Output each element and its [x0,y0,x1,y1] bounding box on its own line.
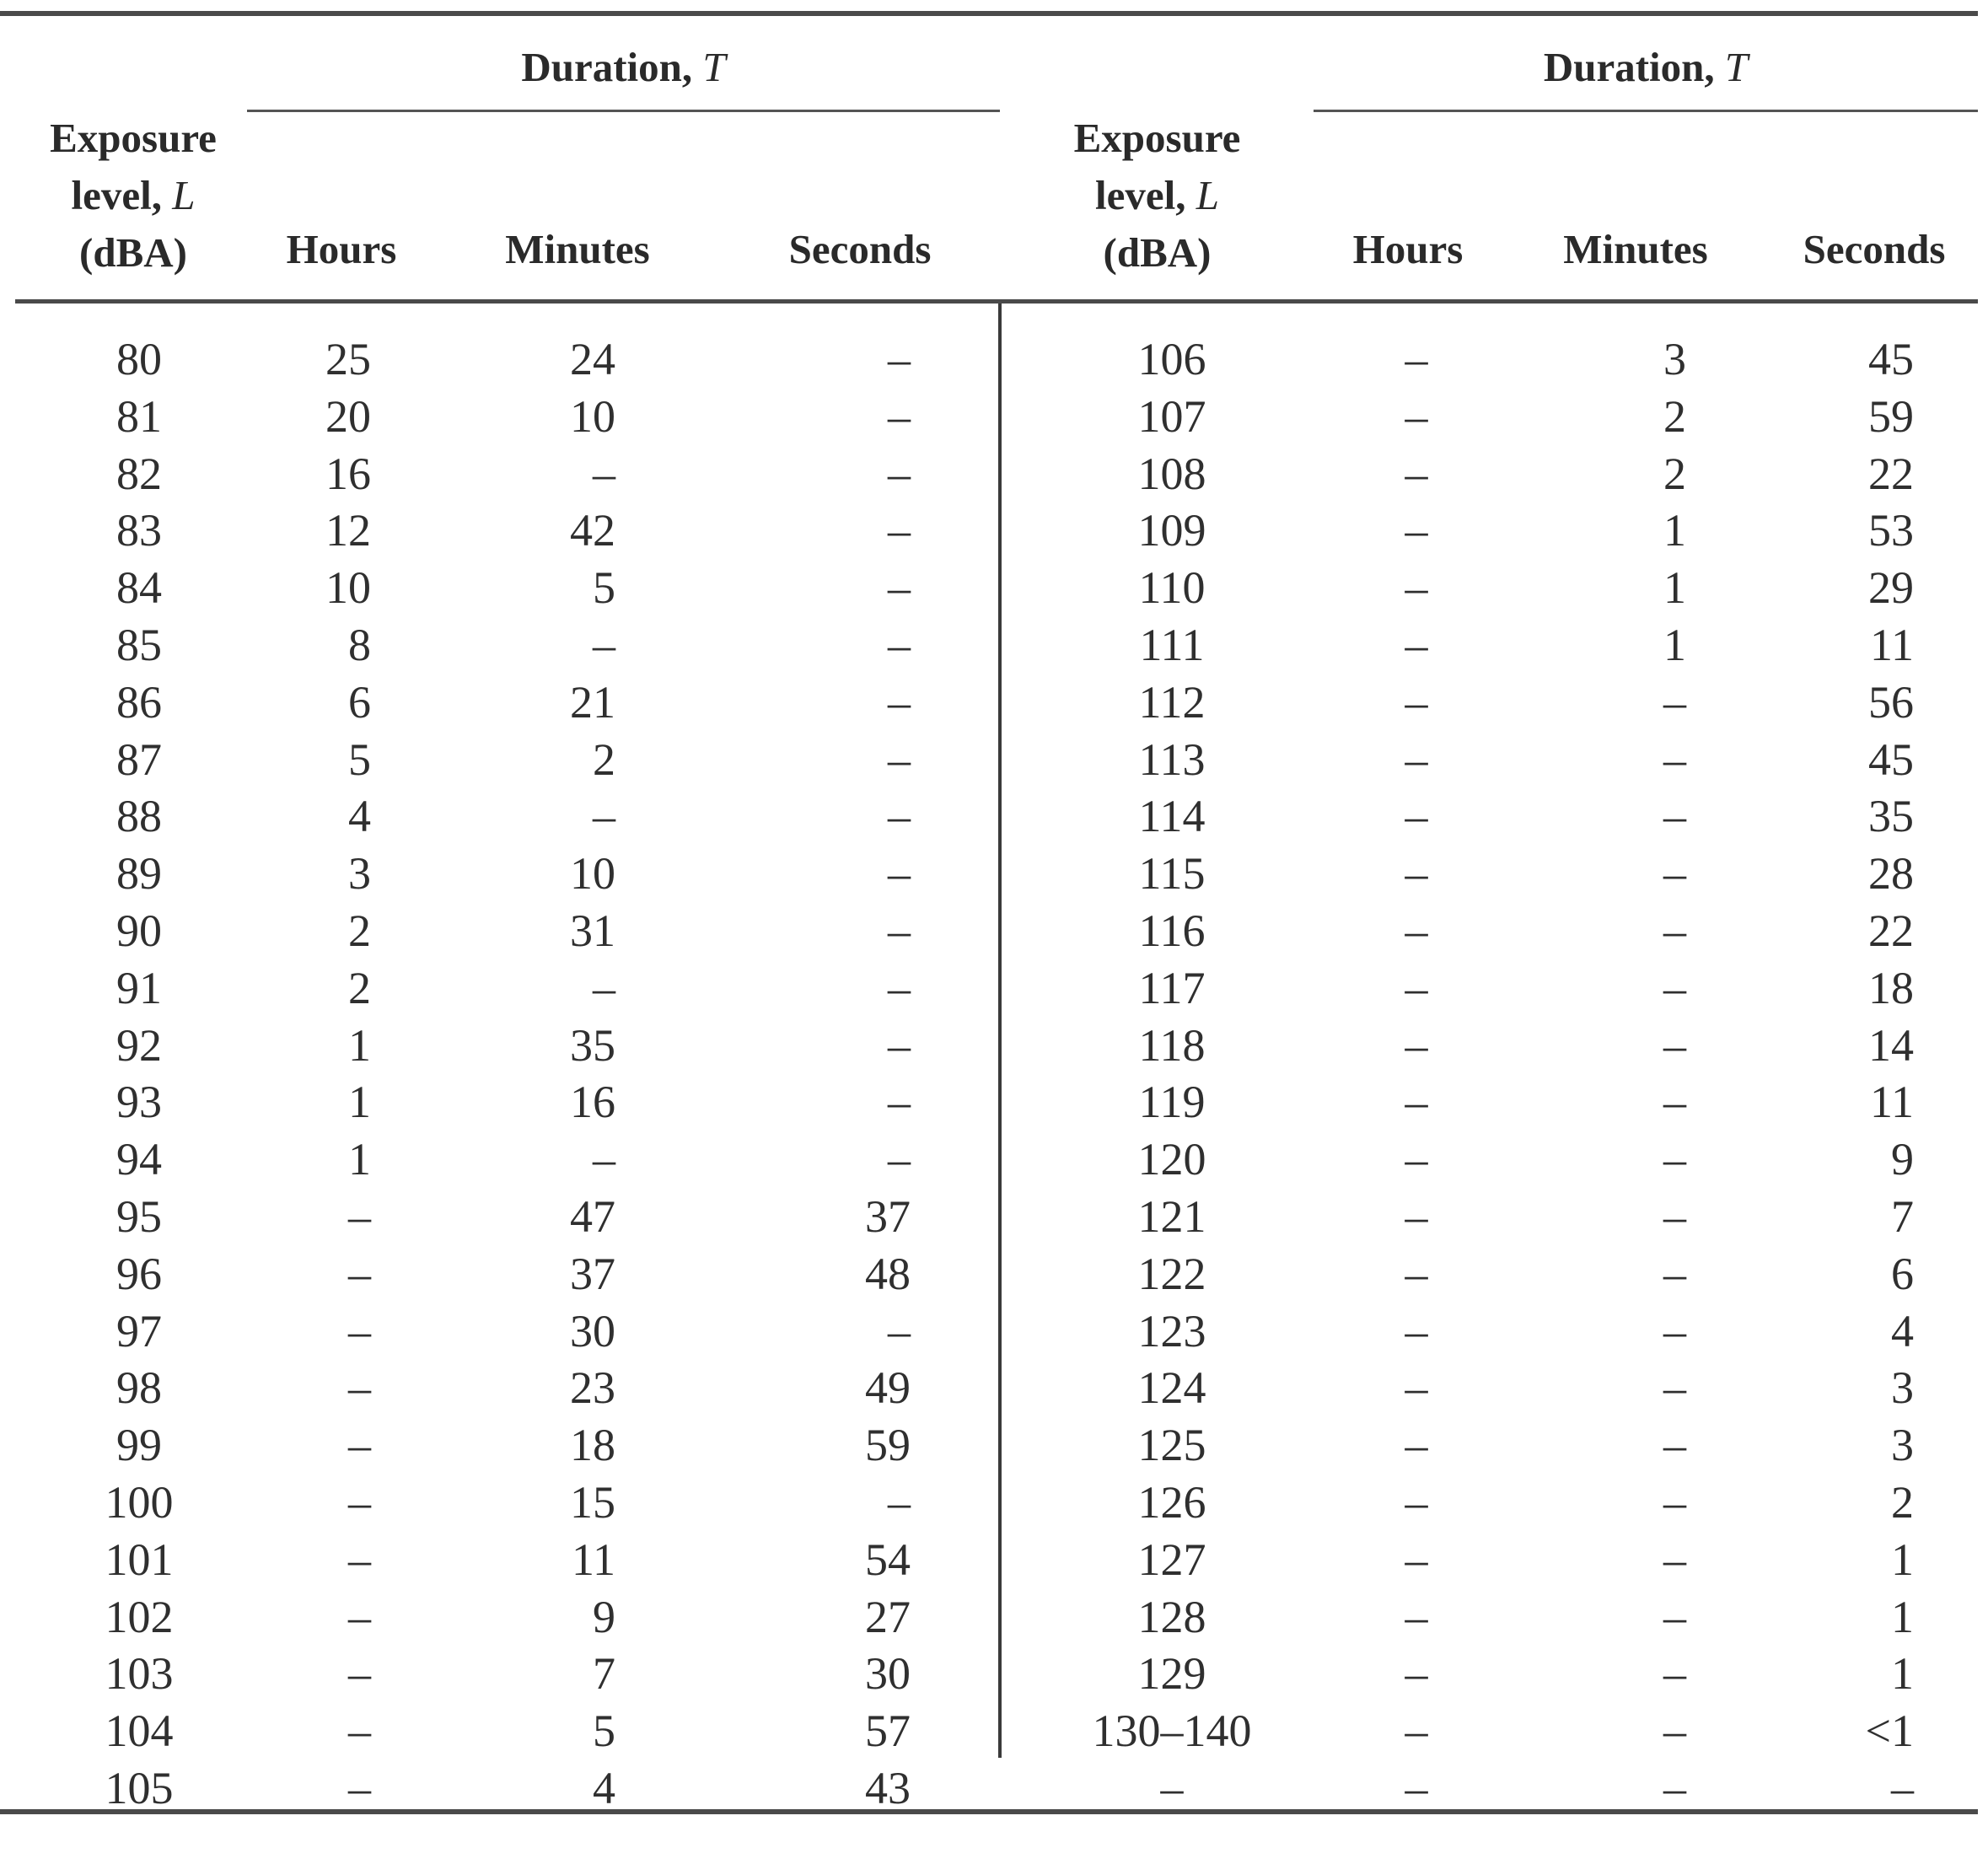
exposure-level-cell: 121 [1137,1190,1206,1242]
hours-cell: – [348,1591,371,1642]
table-row [0,1760,1978,1818]
minutes-cell: – [1663,905,1686,956]
hours-cell: – [348,1190,371,1242]
minutes-cell: 16 [570,1077,615,1128]
seconds-cell: 2 [1891,1476,1914,1528]
exposure-level-cell: 108 [1137,448,1206,499]
minutes-cell: 42 [570,505,615,556]
exposure-level-cell: 113 [1138,733,1206,785]
minutes-cell: 1 [1663,619,1686,670]
hours-cell: – [1405,1648,1428,1700]
exposure-level-cell: 127 [1137,1534,1206,1585]
hours-cell: 20 [325,390,371,442]
hours-cell: – [1405,562,1428,614]
minutes-cell: – [1663,1134,1686,1185]
exposure-level-cell: 99 [116,1420,162,1471]
exposure-level-cell: 101 [105,1534,174,1585]
seconds-cell: 7 [1891,1190,1914,1242]
hours-cell: 8 [348,619,371,670]
minutes-cell: – [1663,676,1686,728]
minutes-cell: – [1663,791,1686,842]
minutes-header-left: Minutes [505,226,650,272]
hours-cell: – [1405,334,1428,384]
minutes-cell: 2 [593,733,615,785]
seconds-cell: 57 [865,1706,911,1757]
exposure-level-cell: 84 [116,562,162,614]
duration-span-rule-right [1314,110,1978,112]
duration-header-left: Duration, T [521,44,726,90]
table-row [0,617,1978,674]
seconds-cell: – [888,733,911,785]
table-row [0,1475,1978,1532]
table-row [0,502,1978,560]
exposure-level-cell: 91 [116,962,162,1013]
table-row [0,1703,1978,1760]
seconds-header-right: Seconds [1803,226,1946,272]
seconds-cell: – [888,1077,911,1128]
exposure-level-cell: 104 [105,1706,174,1757]
hours-cell: 6 [348,676,371,728]
seconds-cell: 35 [1868,791,1914,842]
seconds-cell: <1 [1865,1706,1914,1757]
hours-cell: – [348,1706,371,1757]
table-row [0,1417,1978,1475]
minutes-cell: 5 [593,1706,615,1757]
table-row [0,1246,1978,1303]
seconds-cell: 6 [1891,1248,1914,1299]
seconds-cell: – [888,390,911,442]
exposure-level-cell: 110 [1138,562,1206,614]
exposure-level-cell: 116 [1138,905,1206,956]
seconds-cell: 28 [1868,848,1914,900]
seconds-cell: 59 [865,1420,911,1471]
hours-cell: – [1405,390,1428,442]
hours-cell: – [1405,905,1428,956]
minutes-cell: 15 [570,1476,615,1528]
hours-cell: – [1405,1362,1428,1414]
hours-cell: – [1405,1534,1428,1585]
hours-cell: 10 [325,562,371,614]
minutes-cell: – [1663,1476,1686,1528]
minutes-cell: – [1663,1591,1686,1642]
seconds-cell: 53 [1868,505,1914,556]
exposure-level-cell: 122 [1137,1248,1206,1299]
table-row [0,903,1978,960]
minutes-cell: 35 [570,1019,615,1071]
exposure-level-cell: 89 [116,848,162,900]
minutes-cell: – [593,1134,615,1185]
hours-cell: – [1405,1077,1428,1128]
minutes-cell: 31 [570,905,615,956]
seconds-cell: 48 [865,1248,911,1299]
seconds-cell: 22 [1868,905,1914,956]
minutes-cell: – [1663,1420,1686,1471]
minutes-cell: – [1663,733,1686,785]
table-row [0,1303,1978,1361]
minutes-cell: – [1663,1362,1686,1414]
exposure-level-cell: 93 [116,1077,162,1128]
minutes-cell: 2 [1663,390,1686,442]
hours-cell: – [348,1248,371,1299]
hours-cell: 3 [348,848,371,900]
hours-cell: – [1405,676,1428,728]
minutes-cell: 24 [570,334,615,384]
table-row [0,1189,1978,1246]
seconds-cell: – [888,1305,911,1356]
table-row [0,446,1978,503]
table-row [0,960,1978,1018]
exposure-level-cell: 85 [116,619,162,670]
minutes-cell: 37 [570,1248,615,1299]
hours-header-right: Hours [1352,226,1464,272]
hours-cell: 2 [348,962,371,1013]
hours-cell: – [1405,505,1428,556]
seconds-cell: 14 [1868,1019,1914,1071]
seconds-cell: 54 [865,1534,911,1585]
seconds-cell: 56 [1868,676,1914,728]
minutes-cell: 3 [1663,334,1686,384]
table-row [0,389,1978,446]
exposure-level-cell: 111 [1139,619,1205,670]
minutes-cell: – [1663,1648,1686,1700]
minutes-cell: – [593,962,615,1013]
exposure-level-cell: 103 [105,1648,174,1700]
exposure-level-cell: 112 [1138,676,1206,728]
seconds-cell: 37 [865,1190,911,1242]
table-row [0,1532,1978,1589]
minutes-cell: 1 [1663,562,1686,614]
seconds-cell: 43 [865,1762,911,1813]
table-body [0,331,1978,1818]
hours-cell: – [1405,1190,1428,1242]
table-row [0,674,1978,732]
exposure-level-cell: 118 [1138,1019,1206,1071]
table-row [0,732,1978,789]
seconds-cell: – [888,505,911,556]
hours-cell: – [1405,448,1428,499]
exposure-level-cell: 81 [116,390,162,442]
minutes-cell: – [1663,1248,1686,1299]
exposure-level-cell: 109 [1137,505,1206,556]
exposure-level-cell: 119 [1138,1077,1206,1128]
exposure-level-cell: 123 [1137,1305,1206,1356]
seconds-header-left: Seconds [788,226,932,272]
seconds-cell: – [888,562,911,614]
minutes-cell: 18 [570,1420,615,1471]
exposure-level-cell: 114 [1138,791,1206,842]
minutes-cell: – [1663,1190,1686,1242]
exposure-level-cell: 106 [1137,334,1206,384]
hours-cell: 1 [348,1019,371,1071]
seconds-cell: 49 [865,1362,911,1414]
seconds-cell: 1 [1891,1534,1914,1585]
exposure-level-cell: 95 [116,1190,162,1242]
hours-cell: – [1405,791,1428,842]
exposure-level-cell: 87 [116,733,162,785]
seconds-cell: 45 [1868,334,1914,384]
hours-cell: 5 [348,733,371,785]
exposure-level-cell: 107 [1137,390,1206,442]
exposure-level-cell: 96 [116,1248,162,1299]
exposure-level-cell: 92 [116,1019,162,1071]
hours-cell: 4 [348,791,371,842]
exposure-level-cell: 97 [116,1305,162,1356]
minutes-cell: – [1663,1762,1686,1813]
hours-cell: – [1405,1591,1428,1642]
exposure-level-cell: 86 [116,676,162,728]
table-top-rule [0,11,1978,16]
exposure-level-cell: 94 [116,1134,162,1185]
seconds-cell: 45 [1868,733,1914,785]
seconds-cell: 59 [1868,390,1914,442]
seconds-cell: 11 [1870,619,1914,670]
hours-cell: 16 [325,448,371,499]
minutes-cell: 10 [570,390,615,442]
minutes-cell: 23 [570,1362,615,1414]
hours-cell: – [1405,733,1428,785]
exposure-level-cell: 82 [116,448,162,499]
seconds-cell: 27 [865,1591,911,1642]
seconds-cell: 9 [1891,1134,1914,1185]
hours-cell: – [348,1305,371,1356]
hours-cell: – [348,1534,371,1585]
seconds-cell: – [888,676,911,728]
hours-cell: – [1405,1134,1428,1185]
hours-cell: – [1405,1305,1428,1356]
seconds-cell: 1 [1891,1648,1914,1700]
minutes-cell: 10 [570,848,615,900]
table-row [0,1018,1978,1075]
seconds-cell: 3 [1891,1362,1914,1414]
level-header-right: Exposure level, L (dBA) [1073,115,1241,276]
minutes-cell: 9 [593,1591,615,1642]
seconds-cell: 30 [865,1648,911,1700]
hours-header-left: Hours [286,226,397,272]
hours-cell: – [1405,1019,1428,1071]
hours-cell: – [348,1648,371,1700]
table-row [0,1589,1978,1646]
hours-cell: – [1405,1420,1428,1471]
minutes-cell: – [1663,1305,1686,1356]
seconds-cell: 3 [1891,1420,1914,1471]
table-row [0,1646,1978,1703]
minutes-cell: – [593,448,615,499]
exposure-level-cell: 100 [105,1476,174,1528]
exposure-level-cell: 126 [1137,1476,1206,1528]
seconds-cell: – [888,848,911,900]
seconds-cell: 1 [1891,1591,1914,1642]
minutes-cell: 47 [570,1190,615,1242]
seconds-cell: – [888,619,911,670]
exposure-level-cell: 130–140 [1092,1706,1252,1757]
minutes-cell: 11 [572,1534,615,1585]
duration-header-right: Duration, T [1543,44,1749,90]
header-bottom-rule [15,299,1978,304]
hours-cell: – [1405,1476,1428,1528]
minutes-cell: – [1663,962,1686,1013]
minutes-cell: 30 [570,1305,615,1356]
hours-cell: – [348,1762,371,1813]
seconds-cell: 11 [1870,1077,1914,1128]
hours-cell: – [1405,1706,1428,1757]
table-row [0,846,1978,903]
minutes-cell: – [593,791,615,842]
exposure-level-cell: 105 [105,1762,174,1813]
exposure-level-cell: 128 [1137,1591,1206,1642]
seconds-cell: 4 [1891,1305,1914,1356]
seconds-cell: – [888,791,911,842]
hours-cell: – [348,1476,371,1528]
exposure-level-cell: – [1160,1762,1184,1813]
seconds-cell: – [888,962,911,1013]
hours-cell: 12 [325,505,371,556]
minutes-cell: 21 [570,676,615,728]
hours-cell: – [1405,1248,1428,1299]
hours-cell: 2 [348,905,371,956]
exposure-level-cell: 115 [1138,848,1206,900]
minutes-cell: – [593,619,615,670]
seconds-cell: – [888,1476,911,1528]
table-row [0,788,1978,846]
exposure-level-cell: 124 [1137,1362,1206,1414]
seconds-cell: 29 [1868,562,1914,614]
minutes-cell: – [1663,848,1686,900]
table-row [0,331,1978,389]
minutes-cell: 2 [1663,448,1686,499]
minutes-header-right: Minutes [1563,226,1708,272]
exposure-level-cell: 102 [105,1591,174,1642]
minutes-cell: 7 [593,1648,615,1700]
minutes-cell: 4 [593,1762,615,1813]
seconds-cell: 22 [1868,448,1914,499]
minutes-cell: 1 [1663,505,1686,556]
seconds-cell: – [888,448,911,499]
hours-cell: 25 [325,334,371,384]
hours-cell: – [348,1420,371,1471]
minutes-cell: – [1663,1706,1686,1757]
minutes-cell: – [1663,1019,1686,1071]
hours-cell: 1 [348,1077,371,1128]
exposure-level-cell: 117 [1138,962,1206,1013]
hours-cell: – [1405,848,1428,900]
hours-cell: – [1405,1762,1428,1813]
exposure-level-cell: 98 [116,1362,162,1414]
minutes-cell: 5 [593,562,615,614]
hours-cell: 1 [348,1134,371,1185]
seconds-cell: – [888,905,911,956]
hours-cell: – [1405,619,1428,670]
seconds-cell: – [888,334,911,384]
exposure-level-cell: 125 [1137,1420,1206,1471]
seconds-cell: 18 [1868,962,1914,1013]
duration-span-rule-left [247,110,1000,112]
table-row [0,1131,1978,1189]
table-row [0,560,1978,617]
seconds-cell: – [888,1134,911,1185]
table-row [0,1074,1978,1131]
minutes-cell: – [1663,1534,1686,1585]
hours-cell: – [1405,962,1428,1013]
exposure-level-cell: 129 [1137,1648,1206,1700]
exposure-level-cell: 80 [116,334,162,384]
hours-cell: – [348,1362,371,1414]
seconds-cell: – [888,1019,911,1071]
exposure-level-cell: 83 [116,505,162,556]
exposure-level-cell: 88 [116,791,162,842]
seconds-cell: – [1891,1762,1914,1813]
level-header-left: Exposure level, L (dBA) [50,115,217,276]
minutes-cell: – [1663,1077,1686,1128]
exposure-level-cell: 120 [1137,1134,1206,1185]
table-row [0,1360,1978,1417]
exposure-level-cell: 90 [116,905,162,956]
